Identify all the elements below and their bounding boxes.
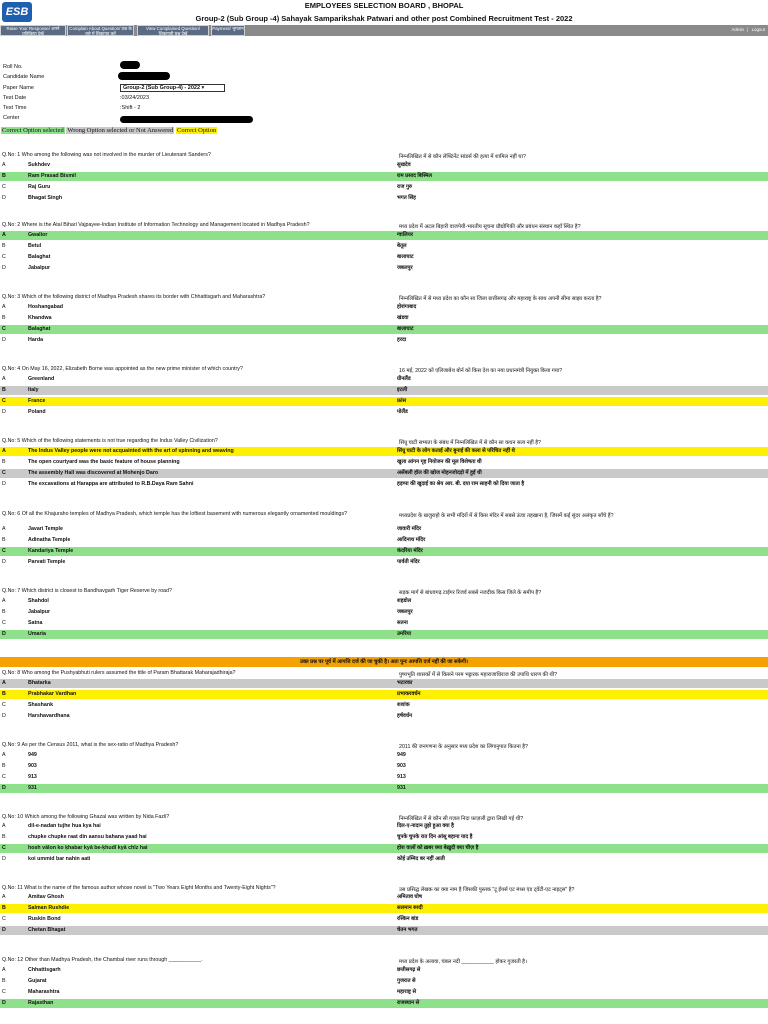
option-english: Shahdol — [28, 598, 49, 604]
option-letter: B — [2, 315, 6, 321]
option-hindi: होश वालों को ख़बर क्या बेख़ुदी क्या चीज़ है — [397, 845, 479, 851]
option-letter: A — [2, 526, 6, 532]
option-letter: A — [2, 823, 6, 829]
legend-wrong-selected: Wrong Option selected or Not Answered — [67, 127, 174, 134]
question-english: Who among the Pushyabhuti rulers assumed the title of Param Bhattarak Maharajadhiraja? — [21, 670, 236, 676]
option-english: Harda — [28, 337, 44, 343]
option-letter: A — [2, 162, 6, 168]
option-row — [0, 833, 768, 842]
option-letter: C — [2, 774, 6, 780]
option-letter: D — [2, 481, 6, 487]
option-english: 903 — [28, 763, 37, 769]
option-letter: B — [2, 905, 6, 911]
option-english: Prabhakar Vardhan — [28, 691, 77, 697]
option-hindi: राजस्थान से — [397, 1000, 420, 1006]
legend-correct-option: Correct Option — [177, 127, 217, 134]
option-row — [0, 303, 768, 312]
option-letter: A — [2, 304, 6, 310]
option-letter: D — [2, 265, 6, 271]
question-english: Who among the following was not involved in the murder of Lieutenant Sanders? — [21, 152, 211, 158]
option-row — [0, 751, 768, 760]
option-english: Bhagat Singh — [28, 195, 63, 201]
option-english: dil-e-nadan tujhe hua kya hai — [28, 823, 101, 829]
option-hindi: प्रभाकरवर्धन — [397, 691, 421, 697]
option-row — [0, 547, 768, 556]
date-label: Test Date — [3, 95, 27, 101]
option-letter: B — [2, 173, 6, 179]
center-label: Center — [3, 115, 20, 121]
option-letter: B — [2, 691, 6, 697]
legend-correct-selected: Correct Option selected — [2, 127, 64, 134]
option-english: Ruskin Bond — [28, 916, 61, 922]
option-row — [0, 977, 768, 986]
option-hindi: 931 — [397, 785, 406, 791]
option-row — [0, 855, 768, 864]
option-row — [0, 408, 768, 417]
question-number: Q.No: 9 — [2, 742, 21, 748]
option-hindi: जबलपुर — [397, 265, 413, 271]
logout-link[interactable]: Logout — [751, 27, 765, 32]
option-hindi: सलमान रुश्दी — [397, 905, 423, 911]
question-hindi: 16 मई, 2022 को एलिजाबेथ बोर्न को किस देश का नया प्रधानमंत्री नियुक्त किया गया? — [399, 368, 563, 374]
option-row — [0, 690, 768, 699]
option-row — [0, 264, 768, 273]
option-letter: A — [2, 680, 6, 686]
option-english: Ram Prasad Bismil — [28, 173, 76, 179]
option-row — [0, 712, 768, 721]
question-hindi: निम्नलिखित में से कौन लेफ्टिनेंट सांडर्स की हत्या में शामिल नहीं था? — [399, 154, 526, 160]
option-hindi: इटली — [397, 387, 408, 393]
question-text-en — [2, 742, 387, 748]
option-english: Chhattisgarh — [28, 967, 61, 973]
option-letter: D — [2, 409, 6, 415]
option-letter: C — [2, 916, 6, 922]
option-hindi: हड़प्पा की खुदाई का श्रेय आर. बी. दया राम साहनी को दिया जाता है — [397, 481, 525, 487]
option-row — [0, 242, 768, 251]
question-hindi: मध्यप्रदेश के खजुराहो के सभी मंदिरों में से किस मंदिर में सबसे ऊंचा तहखाना है, जिसमें कई सुंदर अलंकृत साँचे हैं? — [399, 513, 614, 519]
date-value: :03/24/2023 — [120, 95, 150, 101]
option-row — [0, 822, 768, 831]
option-english: Harshavardhana — [28, 713, 70, 719]
option-hindi: पोलैंड — [397, 409, 408, 415]
question-number: Q.No: 12 — [2, 957, 24, 963]
option-hindi: 913 — [397, 774, 406, 780]
option-hindi: कोई उम्मिद बर नहीं आती — [397, 856, 445, 862]
option-row — [0, 784, 768, 793]
option-letter: B — [2, 459, 6, 465]
option-english: The open courtyard was the basic feature of house planning — [28, 459, 180, 465]
option-english: Khandwa — [28, 315, 52, 321]
option-english: Raj Guru — [28, 184, 51, 190]
question-text-en — [2, 438, 387, 444]
option-letter: D — [2, 927, 6, 933]
option-english: Sukhdev — [28, 162, 51, 168]
question-number: Q.No: 7 — [2, 588, 21, 594]
question-hindi: सड़क मार्ग से बांधवगढ़ टाईगर रिजर्व सबसे नजदीक किस जिले के समीप है? — [399, 590, 542, 596]
option-english: The excavations at Harappa are attributed to R.B.Daya Ram Sahni — [28, 481, 194, 487]
option-english: Maharashtra — [28, 989, 60, 995]
option-letter: D — [2, 559, 6, 565]
question-english: Which among the following Ghazal was written by Nida Fazli? — [24, 814, 170, 820]
option-english: Kandariya Temple — [28, 548, 74, 554]
option-hindi: रस्किन बांड — [397, 916, 419, 922]
option-english: 931 — [28, 785, 37, 791]
option-letter: C — [2, 845, 6, 851]
option-hindi: पार्वती मंदिर — [397, 559, 420, 565]
board-title: EMPLOYEES SELECTION BOARD , BHOPAL — [304, 1, 464, 10]
option-letter: C — [2, 326, 6, 332]
option-hindi: बालाघाट — [397, 326, 414, 332]
option-english: Hoshangabad — [28, 304, 64, 310]
question-text-en — [2, 511, 387, 517]
option-english: Jabalpur — [28, 265, 51, 271]
option-hindi: दिल-ए-नादान तुझे हुआ क्या है — [397, 823, 454, 829]
time-label: Test Time — [3, 105, 27, 111]
option-hindi: ग्वालियर — [397, 232, 414, 238]
option-row — [0, 893, 768, 902]
question-number: Q.No: 10 — [2, 814, 24, 820]
question-number: Q.No: 1 — [2, 152, 21, 158]
question-number: Q.No: 4 — [2, 366, 21, 372]
question-text-en — [2, 885, 387, 891]
option-letter: C — [2, 548, 6, 554]
name-label: Candidate Name — [3, 74, 45, 80]
option-hindi: छत्तीसगढ़ से — [397, 967, 421, 973]
roll-label: Roll No. — [3, 64, 23, 70]
option-english: 913 — [28, 774, 37, 780]
exam-title: Group-2 (Sub Group -4) Sahayak Samparikshak Patwari and other post Combined Recruitment Test - 2022 — [195, 14, 573, 23]
option-letter: A — [2, 894, 6, 900]
option-letter: C — [2, 702, 6, 708]
option-letter: B — [2, 243, 6, 249]
option-row — [0, 325, 768, 334]
option-row — [0, 397, 768, 406]
option-letter: A — [2, 598, 6, 604]
option-hindi: 903 — [397, 763, 406, 769]
option-row — [0, 844, 768, 853]
option-letter: B — [2, 978, 6, 984]
esb-logo: ESB — [2, 2, 32, 22]
option-hindi: असेंबली हॉल की खोज मोहनजोदड़ो में हुई थी — [397, 470, 482, 476]
option-row — [0, 161, 768, 170]
option-row — [0, 375, 768, 384]
nav-view-complained[interactable]: View Complained Question/ शिकायती प्रश्न देखें — [137, 25, 209, 36]
option-row — [0, 608, 768, 617]
option-row — [0, 525, 768, 534]
option-letter: A — [2, 376, 6, 382]
option-letter: B — [2, 763, 6, 769]
question-english: Which of the following statements is not true regarding the Indus Valley Civilization? — [21, 438, 218, 444]
option-letter: A — [2, 967, 6, 973]
option-hindi: सतना — [397, 620, 408, 626]
option-hindi: भटारका — [397, 680, 413, 686]
nav-raise-response[interactable]: Raise Your Response/ अपने प्रतिक्रिया देखें — [0, 25, 66, 36]
option-row — [0, 386, 768, 395]
question-text-en — [2, 588, 387, 594]
question-hindi: निम्नलिखित में से कौन सी ग़ज़ल निदा फ़ाज़ली द्वारा लिखी गई थी? — [399, 816, 524, 822]
option-hindi: सिंधु घाटी के लोग कताई और बुनाई की कला से परिचित नहीं थे — [397, 448, 515, 454]
option-english: chupke chupke raat din aansu bahana yaad hai — [28, 834, 147, 840]
option-english: Shashank — [28, 702, 54, 708]
option-hindi: कंदरिया मंदिर — [397, 548, 423, 554]
objection-warning-banner: उक्त प्रश्न पर पूर्व में आपत्ति दर्ज की जा चुकी है। अतः पुनः आपत्ति दर्ज नहीं की जा सकेगी। — [0, 657, 768, 667]
admin-link[interactable]: Admin — [731, 27, 744, 32]
question-number: Q.No: 8 — [2, 670, 21, 676]
question-number: Q.No: 6 — [2, 511, 21, 517]
option-row — [0, 458, 768, 467]
option-row — [0, 988, 768, 997]
option-english: The assembly Hall was discovered at Mohenjo Daro — [28, 470, 159, 476]
option-english: Gwalior — [28, 232, 48, 238]
option-letter: D — [2, 713, 6, 719]
option-letter: D — [2, 337, 6, 343]
option-letter: A — [2, 448, 6, 454]
option-row — [0, 469, 768, 478]
option-english: Bhatarka — [28, 680, 51, 686]
nav-bar — [0, 25, 768, 36]
question-number: Q.No: 5 — [2, 438, 21, 444]
option-letter: B — [2, 834, 6, 840]
option-hindi: गुजरात से — [397, 978, 416, 984]
option-row — [0, 536, 768, 545]
option-letter: C — [2, 398, 6, 404]
option-hindi: 949 — [397, 752, 406, 758]
account-separator: | — [747, 27, 749, 32]
option-hindi: शशांक — [397, 702, 410, 708]
option-hindi: बेतूल — [397, 243, 407, 249]
option-row — [0, 314, 768, 323]
option-row — [0, 679, 768, 688]
legend — [1, 127, 217, 134]
option-english: Amitav Ghosh — [28, 894, 64, 900]
question-number: Q.No: 2 — [2, 222, 21, 228]
option-row — [0, 619, 768, 628]
redacted-center — [120, 116, 253, 123]
account-area — [730, 27, 766, 32]
question-text-en — [2, 957, 387, 963]
option-letter: C — [2, 254, 6, 260]
question-hindi: 2011 की जनगणना के अनुसार मध्य प्रदेश का लिंगानुपात कितना है? — [399, 744, 529, 750]
option-english: Balaghat — [28, 326, 51, 332]
question-text-en — [2, 814, 387, 820]
option-english: koi ummid bar nahin aati — [28, 856, 91, 862]
question-english: What is the name of the famous author whose novel is "Two Years Eight Months and Twenty-Eight Nights"? — [24, 885, 276, 891]
option-row — [0, 701, 768, 710]
option-row — [0, 915, 768, 924]
option-row — [0, 447, 768, 456]
option-row — [0, 966, 768, 975]
question-text-en — [2, 366, 387, 372]
option-hindi: चेतन भगत — [397, 927, 418, 933]
option-english: France — [28, 398, 46, 404]
option-english: Jabalpur — [28, 609, 51, 615]
option-row — [0, 183, 768, 192]
question-hindi: सिंधु घाटी सभ्यता के संबंध में निम्नलिखित में से कौन सा कथन सत्य नहीं है? — [399, 440, 541, 446]
redacted-roll — [120, 61, 140, 69]
option-english: 949 — [28, 752, 37, 758]
paper-select[interactable] — [120, 84, 225, 92]
question-text-en — [2, 152, 387, 158]
question-text-en — [2, 222, 387, 228]
option-letter: A — [2, 232, 6, 238]
option-row — [0, 231, 768, 240]
option-row — [0, 597, 768, 606]
question-hindi: उस प्रसिद्ध लेखक का क्या नाम है जिसकी पुस्तक "टू ईयर्स एट मंथ्स एंड ट्वेंटी-एट नाइट्स" है? — [399, 887, 575, 893]
option-hindi: खंडवा — [397, 315, 409, 321]
question-number: Q.No: 3 — [2, 294, 21, 300]
chevron-down-icon: ▾ — [201, 85, 205, 91]
question-english: Where is the Atal Bihari Vajpayee-Indian Institute of Information Technology and Management located in Madhya Pradesh? — [21, 222, 310, 228]
option-row — [0, 194, 768, 203]
question-text-en — [2, 294, 387, 300]
option-row — [0, 926, 768, 935]
question-hindi: पुष्यभूति शासकों में से किसने परम भट्टारक महाराजाधिराज की उपाधि धारण की थी? — [399, 672, 558, 678]
option-row — [0, 762, 768, 771]
option-letter: C — [2, 184, 6, 190]
option-english: Rajasthan — [28, 1000, 54, 1006]
option-english: Salman Rushdie — [28, 905, 70, 911]
paper-value: Group-2 (Sub Group-4) - 2022 — [123, 85, 201, 91]
option-english: Javari Temple — [28, 526, 63, 532]
question-number: Q.No: 11 — [2, 885, 23, 891]
option-hindi: शहडोल — [397, 598, 412, 604]
option-row — [0, 336, 768, 345]
option-hindi: खुला आंगन गृह नियोजन की मूल विशेषता थी — [397, 459, 482, 465]
option-letter: B — [2, 537, 6, 543]
option-hindi: महाराष्ट्र से — [397, 989, 417, 995]
option-letter: B — [2, 609, 6, 615]
option-row — [0, 480, 768, 489]
option-letter: D — [2, 195, 6, 201]
option-letter: D — [2, 1000, 6, 1006]
option-hindi: होशंगाबाद — [397, 304, 417, 310]
option-english: Parvati Temple — [28, 559, 66, 565]
option-letter: D — [2, 785, 6, 791]
option-hindi: अमिताव घोष — [397, 894, 422, 900]
question-hindi: मध्य प्रदेश के अलावा, चंबल नदी ___________ होकर गुजरती है। — [399, 959, 527, 965]
question-hindi: निम्नलिखित में से मध्य प्रदेश का कौन सा जिला छत्तीसगढ़ और महाराष्ट्र के साथ अपनी सीमा साझा करता है? — [399, 296, 602, 302]
option-english: The Indus Valley people were not acquainted with the art of spinning and weaving — [28, 448, 234, 454]
paper-label: Paper Name — [3, 85, 34, 91]
time-value: :Shift - 2 — [120, 105, 141, 111]
option-hindi: जावारी मंदिर — [397, 526, 422, 532]
option-hindi: जबलपुर — [397, 609, 413, 615]
option-english: Chetan Bhagat — [28, 927, 66, 933]
option-letter: C — [2, 470, 6, 476]
option-letter: D — [2, 856, 6, 862]
question-english: Other than Madhya Pradesh, the Chambal river runs through ___________. — [24, 957, 203, 963]
option-row — [0, 558, 768, 567]
option-english: Poland — [28, 409, 46, 415]
option-hindi: भगत सिंह — [397, 195, 416, 201]
nav-complain-question[interactable]: Complain About Question/ प्रश्न के बारे में शिकायत करें — [67, 25, 134, 36]
option-letter: B — [2, 387, 6, 393]
option-row — [0, 253, 768, 262]
option-letter: A — [2, 752, 6, 758]
option-hindi: ग्रीनलैंड — [397, 376, 411, 382]
question-english: Which of the following district of Madhya Pradesh shares its border with Chhattisgarh and Maharashtra? — [21, 294, 266, 300]
option-hindi: उमरिया — [397, 631, 412, 637]
option-hindi: सुखदेव — [397, 162, 411, 168]
option-hindi: फ्रांस — [397, 398, 407, 404]
option-english: Umaria — [28, 631, 46, 637]
option-english: Italy — [28, 387, 39, 393]
question-english: As per the Census 2011, what is the sex-ratio of Madhya Pradesh? — [21, 742, 179, 748]
option-hindi: चुपके चुपके रात दिन आंसू बहाना याद है — [397, 834, 473, 840]
option-hindi: आदिनाथ मंदिर — [397, 537, 426, 543]
option-english: Adinatha Temple — [28, 537, 71, 543]
option-row — [0, 630, 768, 639]
option-english: Balaghat — [28, 254, 51, 260]
option-hindi: हर्षवर्धन — [397, 713, 413, 719]
option-english: Betul — [28, 243, 42, 249]
option-row — [0, 999, 768, 1008]
option-english: hosh vālon ko ḳhabar kyā be-ḳhudī kyā chīz hai — [28, 845, 148, 851]
nav-payment[interactable]: Payment/ भुगतान — [211, 25, 245, 36]
option-letter: D — [2, 631, 6, 637]
option-hindi: राम प्रसाद बिस्मिल — [397, 173, 433, 179]
option-english: Gujarat — [28, 978, 47, 984]
option-hindi: हरदा — [397, 337, 407, 343]
redacted-name — [118, 72, 170, 80]
question-hindi: मध्य प्रदेश में अटल बिहारी वाजपेयी-भारतीय सूचना प्रौद्योगिकी और प्रबंधन संस्थान कहाँ स्थित है? — [399, 224, 581, 230]
question-english: On May 16, 2022, Elizabeth Borne was appointed as the new prime minister of which country? — [21, 366, 243, 372]
question-english: Of all the Khajuraho temples of Madhya Pradesh, which temple has the loftiest basement with numerous elegantly ornamented mouldings? — [21, 511, 348, 517]
option-row — [0, 904, 768, 913]
option-hindi: राज गुरु — [397, 184, 413, 190]
option-row — [0, 172, 768, 181]
question-text-en — [2, 670, 387, 676]
option-letter: C — [2, 620, 6, 626]
option-english: Satna — [28, 620, 43, 626]
option-row — [0, 773, 768, 782]
option-hindi: बालाघाट — [397, 254, 414, 260]
question-english: Which district is closest to Bandhavgarh Tiger Reserve by road? — [21, 588, 172, 594]
option-letter: C — [2, 989, 6, 995]
option-english: Greenland — [28, 376, 55, 382]
